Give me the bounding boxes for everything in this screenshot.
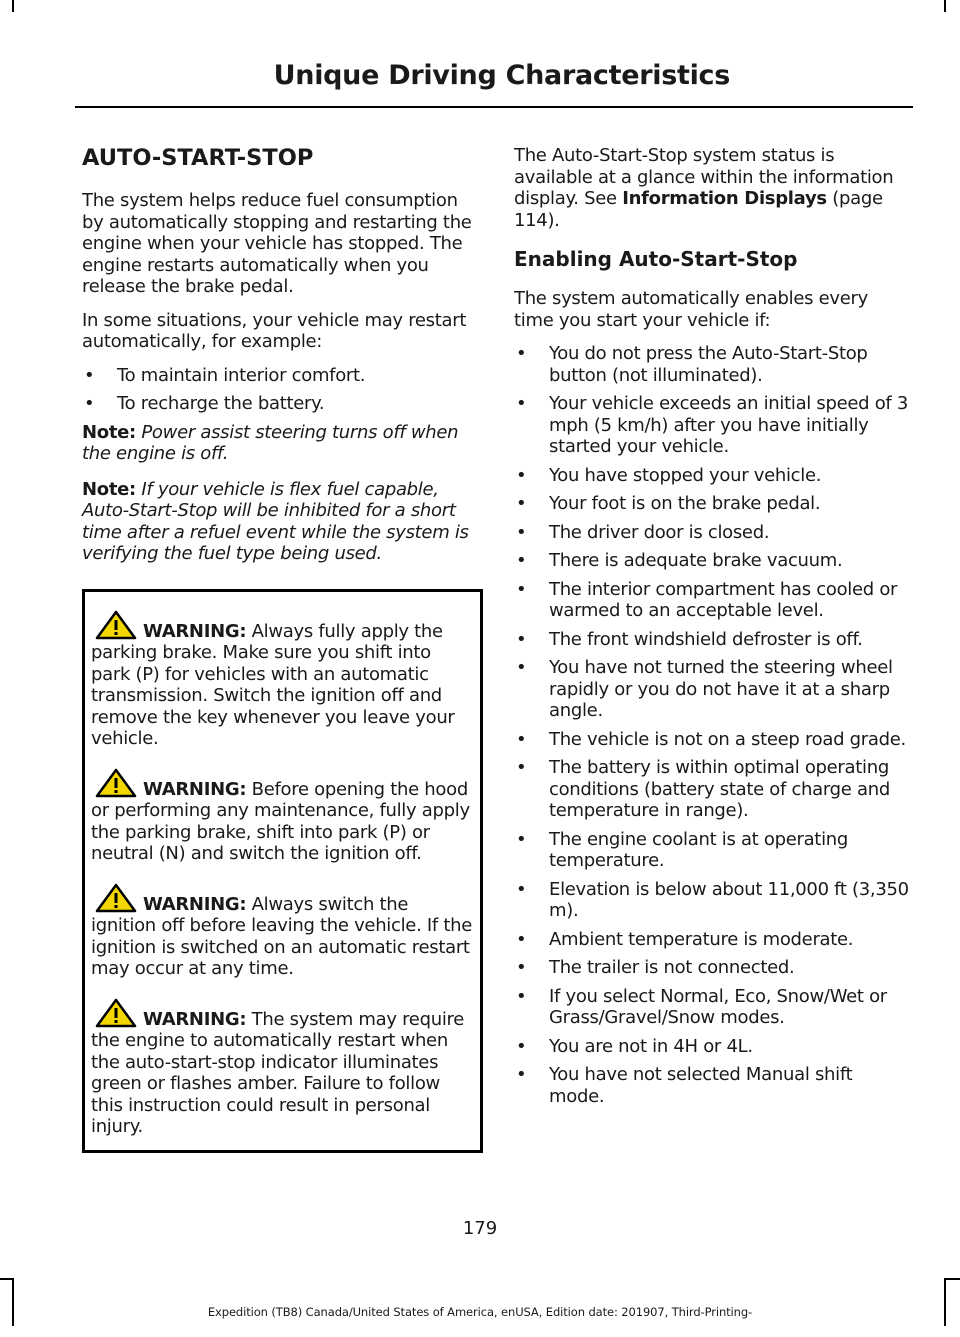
list-item: • The interior compartment has cooled or warmed to an acceptable level. [516, 578, 898, 621]
section-heading: AUTO-START-STOP [82, 145, 314, 171]
bullet: • [516, 464, 527, 486]
bullet: • [516, 393, 527, 414]
information-displays-link[interactable]: Information Displays [622, 188, 827, 209]
bullet: • [516, 757, 527, 778]
crop-mark-top-right [944, 0, 946, 12]
warning-label: WARNING: [143, 1008, 247, 1030]
bullet: • [516, 628, 527, 650]
bullet: • [516, 728, 527, 750]
bullet: • [516, 1064, 527, 1085]
warning-triangle-icon [95, 883, 137, 913]
warning-text: Before opening the hood or performing any maintenance, fully apply the parking brake, shift into park (P) or neutral (N) and switch the ignition off. [91, 778, 470, 864]
warning-label: WARNING: [143, 893, 247, 915]
right-column [514, 145, 910, 1114]
list-item: • You have not selected Manual shift mode. [516, 1064, 853, 1107]
crop-mark-top-left [12, 0, 14, 12]
bullet: • [84, 364, 95, 386]
list-item: • You have stopped your vehicle. [516, 464, 822, 486]
status-paragraph: The Auto-Start-Stop system status is available at a glance within the information display. See Information Displays (page 114). [514, 145, 894, 231]
list-item: • Your vehicle exceeds an initial speed of 3 mph (5 km/h) after you have initially started your vehicle. [516, 393, 909, 457]
list-item: • To maintain interior comfort. [84, 364, 366, 386]
situations-list [82, 365, 477, 415]
warning [91, 998, 474, 1138]
list-item: • The battery is within optimal operating conditions (battery state of charge and temperature in range). [516, 757, 890, 821]
list-item: • You do not press the Auto-Start-Stop button (not illuminated). [516, 343, 868, 386]
bullet: • [516, 550, 527, 571]
bullet: • [516, 1035, 527, 1057]
bullet: • [516, 828, 527, 850]
warning-label: WARNING: [143, 778, 247, 800]
crop-mark-bottom-right-h [946, 1278, 960, 1280]
note [82, 479, 477, 565]
list-item: • To recharge the battery. [84, 393, 325, 414]
list-item: • You are not in 4H or 4L. [516, 1035, 753, 1057]
note-text: Power assist steering turns off when the engine is off. [82, 421, 459, 464]
warning-triangle-icon [95, 610, 137, 640]
note [82, 422, 477, 465]
list-item: • The vehicle is not on a steep road grade. [516, 728, 906, 750]
warning [91, 883, 474, 980]
warning-triangle-icon [95, 998, 137, 1028]
situations-intro: In some situations, your vehicle may restart automatically, for example: [82, 309, 467, 352]
enable-conditions-list [514, 343, 910, 1107]
bullet: • [516, 578, 527, 600]
list-item: • Elevation is below about 11,000 ft (3,350 m). [516, 878, 909, 921]
warning-text: The system may require the engine to automatically restart when the auto-start-stop indicator illuminates green or flashes amber. Failure to follow this instruction could result in personal injury. [91, 1008, 464, 1137]
warning-box [82, 589, 483, 1153]
warning-text: Always fully apply the parking brake. Make sure you shift into park (P) for vehicles with an automatic transmission. Switch the ignition off and remove the key whenever you leave your vehicle. [91, 620, 455, 749]
list-item: • The driver door is closed. [516, 521, 770, 543]
list-item: • You have not turned the steering wheel rapidly or you do not have it at a sharp angle. [516, 657, 893, 721]
bullet: • [516, 928, 527, 950]
intro-paragraph: The system helps reduce fuel consumption by automatically stopping and restarting the engine when your vehicle has stopped. The engine restarts automatically when you release the brake pedal. [82, 190, 472, 297]
list-item: • Ambient temperature is moderate. [516, 928, 854, 950]
bullet: • [516, 343, 527, 364]
left-column [82, 145, 477, 1153]
enable-intro: The system automatically enables every time you start your vehicle if: [514, 288, 868, 331]
warning-label: WARNING: [143, 620, 247, 642]
warning [91, 610, 474, 750]
page-title: Unique Driving Characteristics [273, 60, 730, 91]
footer-edition-info: Expedition (TB8) Canada/United States of America, enUSA, Edition date: 201907, Third-Printing- [207, 1305, 753, 1319]
list-item: • There is adequate brake vacuum. [516, 550, 843, 571]
list-item: • If you select Normal, Eco, Snow/Wet or Grass/Gravel/Snow modes. [516, 985, 887, 1028]
list-item: • Your foot is on the brake pedal. [516, 493, 821, 514]
list-item: • The front windshield defroster is off. [516, 628, 863, 650]
note-label: Note: [82, 478, 136, 500]
warning-triangle-icon [95, 768, 137, 798]
bullet: • [516, 657, 527, 678]
warning-text: Always switch the ignition off before leaving the vehicle. If the ignition is switched on an automatic restart may occur at any time. [91, 893, 473, 979]
crop-mark-bottom-left-h [0, 1278, 12, 1280]
list-item: • The engine coolant is at operating temperature. [516, 828, 848, 871]
warning [91, 768, 474, 865]
bullet: • [84, 393, 95, 414]
bullet: • [516, 493, 527, 514]
subsection-heading: Enabling Auto-Start-Stop [514, 247, 798, 271]
bullet: • [516, 957, 527, 978]
header-rule [75, 106, 913, 108]
bullet: • [516, 521, 527, 543]
bullet: • [516, 985, 527, 1007]
bullet: • [516, 878, 527, 900]
page-number: 179 [462, 1218, 498, 1239]
note-text: If your vehicle is flex fuel capable, Auto-Start-Stop will be inhibited for a short time after a refuel event while the system is verifying the fuel type being used. [82, 478, 469, 564]
note-label: Note: [82, 421, 136, 443]
list-item: • The trailer is not connected. [516, 957, 795, 978]
